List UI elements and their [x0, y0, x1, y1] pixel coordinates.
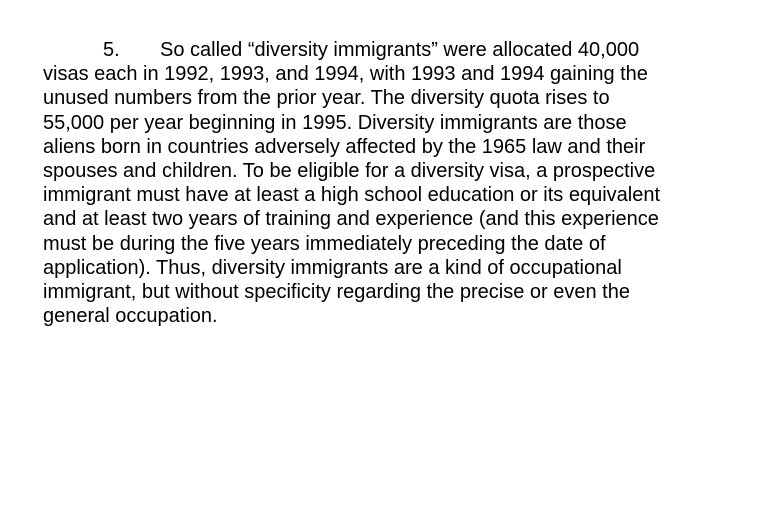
paragraph-line-9: must be during the five years immediately preceding the date of — [43, 232, 606, 255]
paragraph-line-2: visas each in 1992, 1993, and 1994, with 1993 and 1994 gaining the — [43, 63, 648, 86]
item-number: 5. — [103, 39, 120, 61]
paragraph-line-7: immigrant must have at least a high school education or its equivalent — [43, 184, 661, 207]
paragraph-line-1 — [43, 38, 733, 62]
paragraph-line-6: spouses and children. To be eligible for a diversity visa, a prospective — [43, 160, 656, 183]
paragraph-line-5: aliens born in countries adversely affected by the 1965 law and their — [43, 135, 646, 158]
numbered-paragraph — [43, 38, 733, 328]
paragraph-line-10: application). Thus, diversity immigrants are a kind of occupational — [43, 256, 622, 279]
paragraph-line-11: immigrant, but without specificity regarding the precise or even the — [43, 281, 630, 304]
paragraph-line-3: unused numbers from the prior year. The diversity quota rises to — [43, 87, 610, 110]
paragraph-line-12: general occupation. — [43, 305, 218, 328]
paragraph-line-8: and at least two years of training and experience (and this experience — [43, 208, 659, 231]
paragraph-line-4: 55,000 per year beginning in 1995. Diversity immigrants are those — [43, 111, 627, 134]
paragraph-text: So called “diversity immigrants” were allocated 40,000 — [160, 39, 640, 61]
